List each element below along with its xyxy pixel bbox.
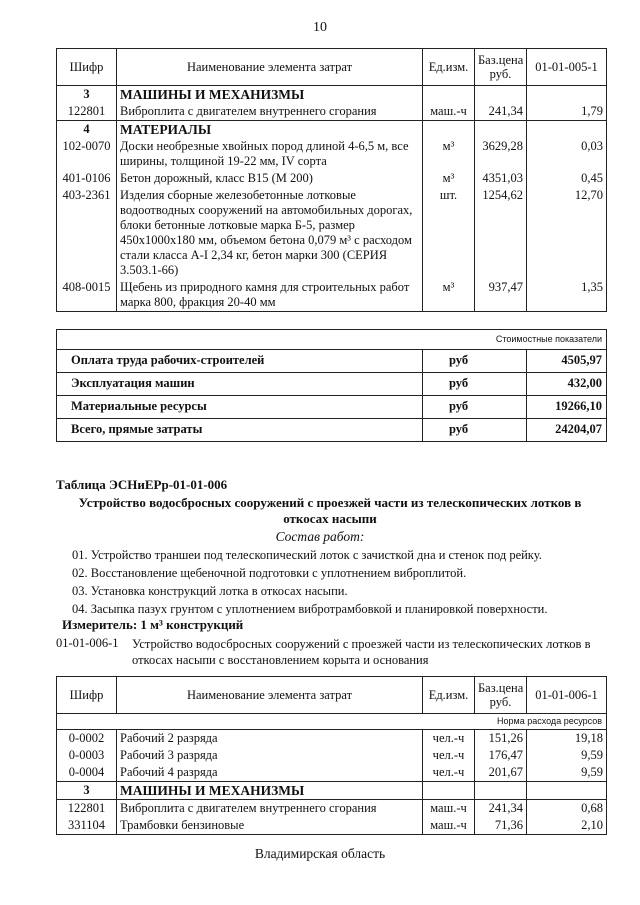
table-header bbox=[57, 677, 607, 714]
total-value: 432,00 bbox=[527, 373, 607, 396]
table-01-01-006 bbox=[56, 676, 607, 835]
row-value: 9,59 bbox=[527, 747, 607, 764]
row-price: 241,34 bbox=[475, 800, 527, 818]
section-row bbox=[57, 121, 607, 139]
table-row bbox=[57, 730, 607, 748]
row-unit: маш.-ч bbox=[423, 103, 475, 121]
row-name: Бетон дорожный, класс В15 (М 200) bbox=[117, 170, 423, 187]
row-price: 151,26 bbox=[475, 730, 527, 748]
total-label: Эксплуатация машин bbox=[57, 373, 423, 396]
row-code: 102-0070 bbox=[57, 138, 117, 170]
row-unit: м³ bbox=[423, 279, 475, 312]
header-code: Шифр bbox=[57, 677, 117, 714]
header-price: Баз.цена руб. bbox=[475, 49, 527, 86]
cost-totals bbox=[56, 329, 607, 442]
row-price: 4351,03 bbox=[475, 170, 527, 187]
row-unit: шт. bbox=[423, 187, 475, 279]
row-value: 0,03 bbox=[527, 138, 607, 170]
section-title: МАТЕРИАЛЫ bbox=[117, 121, 423, 139]
row-code: 0-0004 bbox=[57, 764, 117, 782]
section-code: 4 bbox=[57, 121, 117, 139]
row-name: Рабочий 3 разряда bbox=[117, 747, 423, 764]
row-unit: маш.-ч bbox=[423, 800, 475, 818]
row-unit: м³ bbox=[423, 170, 475, 187]
table-01-01-005 bbox=[56, 48, 607, 312]
total-label: Материальные ресурсы bbox=[57, 396, 423, 419]
row-value: 1,79 bbox=[527, 103, 607, 121]
header-name: Наименование элемента затрат bbox=[117, 677, 423, 714]
row-unit: чел.-ч bbox=[423, 730, 475, 748]
row-code: 401-0106 bbox=[57, 170, 117, 187]
row-price: 1254,62 bbox=[475, 187, 527, 279]
row-unit: маш.-ч bbox=[423, 817, 475, 835]
total-value: 24204,07 bbox=[527, 419, 607, 442]
row-value: 2,10 bbox=[527, 817, 607, 835]
table-label: Таблица ЭСНиЕРр-01-01-006 bbox=[56, 477, 228, 492]
page-footer: Владимирская область bbox=[254, 846, 386, 861]
row-value: 0,68 bbox=[527, 800, 607, 818]
section-code: 3 bbox=[57, 86, 117, 104]
step-item: 02. Восстановление щебеночной подготовки с уплотнением виброплитой. bbox=[72, 566, 467, 580]
row-name: Рабочий 2 разряда bbox=[117, 730, 423, 748]
cost-note: Стоимостные показатели bbox=[57, 330, 607, 350]
total-value: 19266,10 bbox=[527, 396, 607, 419]
item-text: Устройство водосбросных сооружений с проезжей части из телескопических лотков в откосах насыпи с восстановлением корыта и основания bbox=[132, 637, 591, 667]
header-norm: 01-01-006-1 bbox=[527, 677, 607, 714]
section-code: 3 bbox=[57, 782, 117, 800]
table-row bbox=[57, 764, 607, 782]
row-value: 9,59 bbox=[527, 764, 607, 782]
row-name: Трамбовки бензиновые bbox=[117, 817, 423, 835]
table-row bbox=[57, 103, 607, 121]
row-code: 122801 bbox=[57, 800, 117, 818]
row-name: Виброплита с двигателем внутреннего сгорания bbox=[117, 103, 423, 121]
row-name: Доски необрезные хвойных пород длиной 4-6,5 м, все ширины, толщиной 19-22 мм, IV сорта bbox=[117, 138, 423, 170]
step-item: 01. Устройство траншеи под телескопический лоток с зачисткой дна и стенок под рейку. bbox=[72, 548, 542, 562]
header-unit: Ед.изм. bbox=[423, 49, 475, 86]
section-title: Устройство водосбросных сооружений с проезжей части из телескопических лотков в откосах насыпи bbox=[78, 495, 582, 526]
header-name: Наименование элемента затрат bbox=[117, 49, 423, 86]
table-row bbox=[57, 800, 607, 818]
row-price: 71,36 bbox=[475, 817, 527, 835]
total-label: Оплата труда рабочих-строителей bbox=[57, 350, 423, 373]
total-label: Всего, прямые затраты bbox=[57, 419, 423, 442]
row-price: 176,47 bbox=[475, 747, 527, 764]
row-name: Щебень из природного камня для строительных работ марка 800, фракция 20-40 мм bbox=[117, 279, 423, 312]
section-title: МАШИНЫ И МЕХАНИЗМЫ bbox=[117, 86, 423, 104]
header-price: Баз.цена руб. bbox=[475, 677, 527, 714]
step-item: 03. Установка конструкций лотка в откосах насыпи. bbox=[72, 584, 348, 598]
total-unit: руб bbox=[423, 350, 527, 373]
section-title: МАШИНЫ И МЕХАНИЗМЫ bbox=[117, 782, 423, 800]
total-row bbox=[57, 350, 607, 373]
item-code: 01-01-006-1 bbox=[56, 636, 119, 650]
total-row bbox=[57, 419, 607, 442]
table-row bbox=[57, 817, 607, 835]
row-price: 3629,28 bbox=[475, 138, 527, 170]
meter-label: Измеритель: 1 м³ конструкций bbox=[62, 617, 244, 632]
header-norm: 01-01-005-1 bbox=[527, 49, 607, 86]
table-row bbox=[57, 138, 607, 170]
composition-heading: Состав работ: bbox=[275, 529, 365, 544]
table-row bbox=[57, 187, 607, 279]
total-unit: руб bbox=[423, 373, 527, 396]
total-value: 4505,97 bbox=[527, 350, 607, 373]
table-row bbox=[57, 279, 607, 312]
total-row bbox=[57, 373, 607, 396]
row-value: 12,70 bbox=[527, 187, 607, 279]
row-name: Виброплита с двигателем внутреннего сгорания bbox=[117, 800, 423, 818]
row-code: 331104 bbox=[57, 817, 117, 835]
table-row bbox=[57, 170, 607, 187]
header-unit: Ед.изм. bbox=[423, 677, 475, 714]
section-row bbox=[57, 86, 607, 104]
row-code: 0-0002 bbox=[57, 730, 117, 748]
row-code: 122801 bbox=[57, 103, 117, 121]
row-unit: чел.-ч bbox=[423, 747, 475, 764]
row-price: 241,34 bbox=[475, 103, 527, 121]
header-code: Шифр bbox=[57, 49, 117, 86]
row-code: 408-0015 bbox=[57, 279, 117, 312]
table-header bbox=[57, 49, 607, 86]
row-name: Рабочий 4 разряда bbox=[117, 764, 423, 782]
row-code: 0-0003 bbox=[57, 747, 117, 764]
row-name: Изделия сборные железобетонные лотковые водоотводных сооружений на автомобильных дорогах, блоки бетонные лотковые марка Б-5, размер 450х1000х180 мм, объемом бетона 0,079 м³ с расходом стали класса А-I 2,34 кг, бетон марки 300 (СЕРИЯ 3.503.1-66) bbox=[117, 187, 423, 279]
total-unit: руб bbox=[423, 419, 527, 442]
row-price: 937,47 bbox=[475, 279, 527, 312]
row-price: 201,67 bbox=[475, 764, 527, 782]
table-row bbox=[57, 747, 607, 764]
row-unit: м³ bbox=[423, 138, 475, 170]
section-row bbox=[57, 782, 607, 800]
total-row bbox=[57, 396, 607, 419]
row-value: 0,45 bbox=[527, 170, 607, 187]
step-item: 04. Засыпка пазух грунтом с уплотнением вибротрамбовкой и планировкой поверхности. bbox=[72, 602, 548, 616]
page-number: 10 bbox=[313, 20, 327, 35]
total-unit: руб bbox=[423, 396, 527, 419]
row-unit: чел.-ч bbox=[423, 764, 475, 782]
row-value: 19,18 bbox=[527, 730, 607, 748]
row-value: 1,35 bbox=[527, 279, 607, 312]
row-code: 403-2361 bbox=[57, 187, 117, 279]
norm-note: Норма расхода ресурсов bbox=[57, 714, 607, 730]
